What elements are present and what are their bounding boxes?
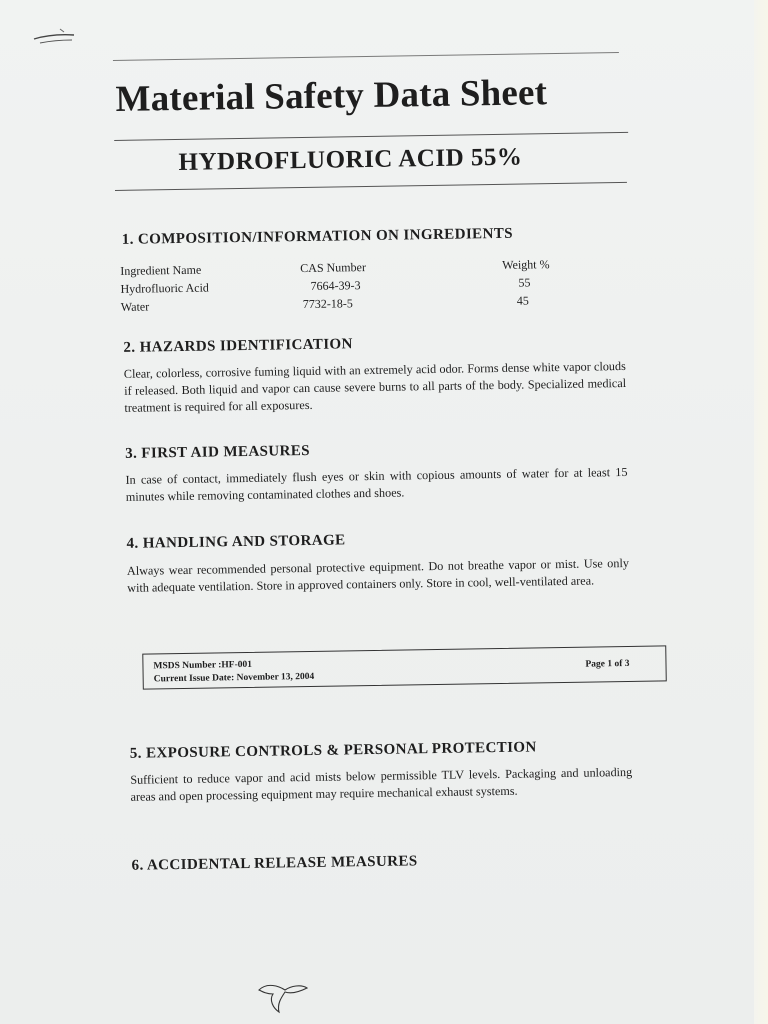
section-2-text: Clear, colorless, corrosive fuming liquid with an extremely acid odor. Forms dense white vapor clouds if released. Both liquid and vapor can cause severe burns to all parts of the body. Specialized medical treatment is required for all exposures. (123, 358, 627, 415)
section-1-heading: 1. COMPOSITION/INFORMATION ON INGREDIENTS (121, 225, 514, 248)
pen-mark-icon (30, 25, 80, 49)
section-4-text: Always wear recommended personal protective equipment. Do not breathe vapor or mist. Use only with adequate ventilation. Store in approved containers only. Store in cool, well-ventilated area. (126, 555, 630, 595)
column-header-cas: CAS Number (300, 260, 367, 276)
document-title: Material Safety Data Sheet (115, 72, 548, 120)
product-name: HYDROFLUORIC ACID 55% (178, 143, 523, 176)
column-header-ingredient: Ingredient Name (120, 262, 202, 278)
ingredient-name: Hydrofluoric Acid (120, 280, 209, 296)
issue-date: Current Issue Date: November 13, 2004 (153, 671, 315, 685)
section-6-heading: 6. ACCIDENTAL RELEASE MEASURES (131, 853, 418, 874)
ingredient-name: Water (120, 299, 150, 314)
cas-number: 7664-39-3 (310, 278, 361, 293)
section-5-text: Sufficient to reduce vapor and acid mists below permissible TLV levels. Packaging and unloading areas and open processing equipment may require mechanical exhaust systems. (130, 764, 633, 804)
section-4-heading: 4. HANDLING AND STORAGE (126, 532, 346, 552)
pen-sketch-icon (255, 978, 315, 1018)
weight-percent: 55 (518, 275, 531, 290)
weight-percent: 45 (516, 293, 529, 308)
msds-number: MSDS Number :HF-001 (153, 659, 253, 672)
page-number: Page 1 of 3 (585, 658, 630, 670)
cas-number: 7732-18-5 (302, 296, 353, 312)
section-3-heading: 3. FIRST AID MEASURES (125, 442, 311, 462)
page-edge (754, 0, 768, 1024)
section-5-heading: 5. EXPOSURE CONTROLS & PERSONAL PROTECTION (129, 739, 537, 762)
column-header-weight: Weight % (502, 257, 550, 272)
section-3-text: In case of contact, immediately flush eyes or skin with copious amounts of water for at least 15 minutes while removing contaminated clothes and shoes. (125, 464, 628, 504)
section-2-heading: 2. HAZARDS IDENTIFICATION (123, 336, 353, 356)
